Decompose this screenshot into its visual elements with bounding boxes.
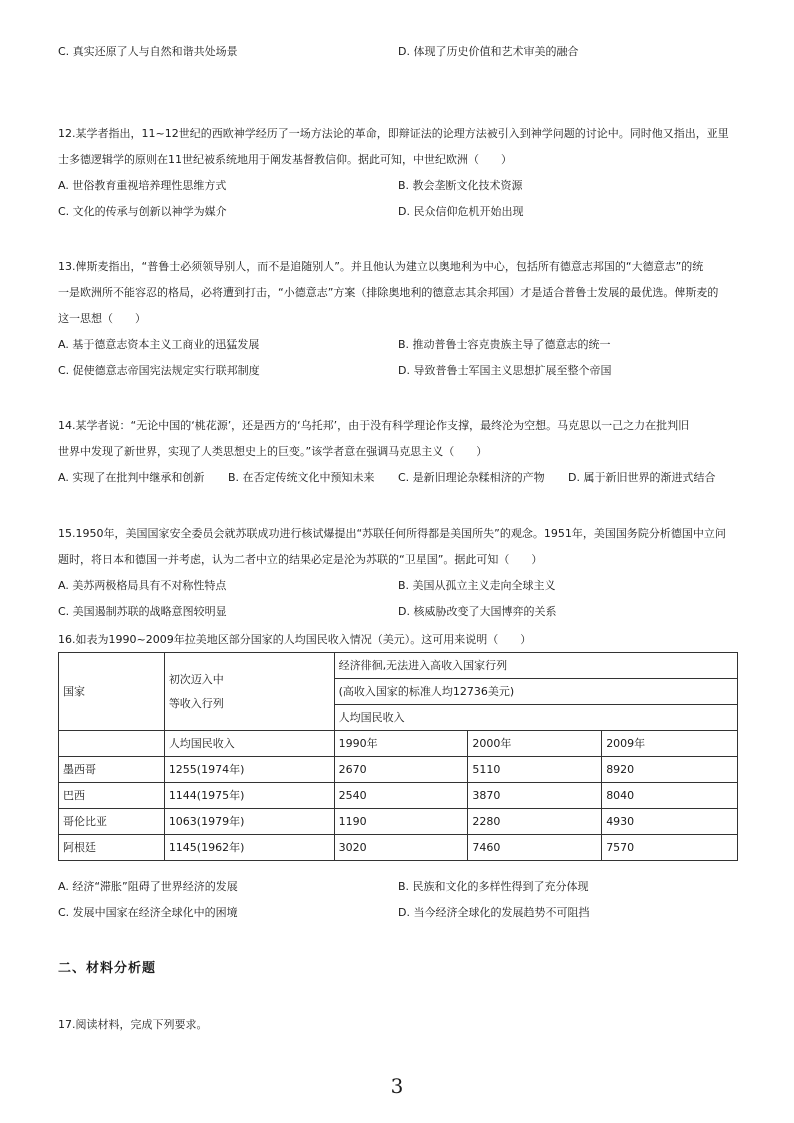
q12-option-b: B. 教会垄断文化技术资源 bbox=[398, 179, 523, 192]
table-row bbox=[59, 835, 738, 861]
q15-stem-line1: 15.1950年，美国国家安全委员会就苏联成功进行核试爆提出“苏联任何所得都是美国所失”的观念。1951年，美国国务院分析德国中立问 bbox=[58, 527, 726, 540]
header-gni-subheading: 人均国民收入 bbox=[334, 705, 737, 731]
header-first-gni: 人均国民收入 bbox=[164, 731, 334, 757]
cell-country: 墨西哥 bbox=[59, 757, 165, 783]
q13-option-c: C. 促使德意志帝国宪法规定实行联邦制度 bbox=[58, 364, 260, 377]
q15-option-b: B. 美国从孤立主义走向全球主义 bbox=[398, 579, 556, 592]
q12-option-a: A. 世俗教育重视培养理性思维方式 bbox=[58, 179, 227, 192]
q14-option-c: C. 是新旧理论杂糅相济的产物 bbox=[398, 471, 545, 484]
q13-option-a: A. 基于德意志资本主义工商业的迅猛发展 bbox=[58, 338, 260, 351]
q12-option-c: C. 文化的传承与创新以神学为媒介 bbox=[58, 205, 227, 218]
header-first-line1: 初次迈入中 bbox=[168, 672, 224, 686]
q14-option-a: A. 实现了在批判中继承和创新 bbox=[58, 471, 205, 484]
cell-country: 阿根廷 bbox=[59, 835, 165, 861]
q14-option-b: B. 在否定传统文化中预知未来 bbox=[228, 471, 375, 484]
cell-2009: 8040 bbox=[602, 783, 738, 809]
cell-2009: 8920 bbox=[602, 757, 738, 783]
header-first-mid-income bbox=[164, 653, 334, 731]
gni-table bbox=[58, 652, 738, 861]
q11-option-c: C. 真实还原了人与自然和谐共处场景 bbox=[58, 45, 238, 58]
table-row bbox=[59, 809, 738, 835]
table-row bbox=[59, 757, 738, 783]
q13-option-d: D. 导致普鲁士军国主义思想扩展至整个帝国 bbox=[398, 364, 612, 377]
q16-stem: 16.如表为1990~2009年拉美地区部分国家的人均国民收入情况（美元）。这可用来说明（ ） bbox=[58, 633, 532, 646]
q13-stem-line1: 13.俾斯麦指出，“普鲁士必须领导别人，而不是追随别人”。并且他认为建立以奥地利为中心，包括所有德意志邦国的“大德意志”的统 bbox=[58, 260, 704, 273]
header-year-2009: 2009年 bbox=[602, 731, 738, 757]
cell-first: 1145(1962年) bbox=[164, 835, 334, 861]
q17-stem: 17.阅读材料，完成下列要求。 bbox=[58, 1018, 208, 1031]
q14-stem-line1: 14.某学者说：“无论中国的‘桃花源’，还是西方的‘乌托邦’，由于没有科学理论作支撑，最终沦为空想。马克思以一己之力在批判旧 bbox=[58, 419, 690, 432]
q14-option-d: D. 属于新旧世界的渐进式结合 bbox=[568, 471, 716, 484]
cell-2000: 5110 bbox=[468, 757, 602, 783]
q14-stem-line2: 世界中发现了新世界，实现了人类思想史上的巨变。”该学者意在强调马克思主义（ ） bbox=[58, 445, 488, 458]
q15-option-a: A. 美苏两极格局具有不对称性特点 bbox=[58, 579, 227, 592]
cell-1990: 1190 bbox=[334, 809, 468, 835]
q13-option-b: B. 推动普鲁士容克贵族主导了德意志的统一 bbox=[398, 338, 611, 351]
header-stuck-line2: (高收入国家的标准人均12736美元) bbox=[334, 679, 737, 705]
q13-stem-line3: 这一思想（ ） bbox=[58, 312, 146, 325]
q12-stem-line2: 士多德逻辑学的原则在11世纪被系统地用于阐发基督教信仰。据此可知，中世纪欧洲（ ） bbox=[58, 153, 512, 166]
cell-2009: 7570 bbox=[602, 835, 738, 861]
header-year-2000: 2000年 bbox=[468, 731, 602, 757]
q15-option-d: D. 核威胁改变了大国博弈的关系 bbox=[398, 605, 557, 618]
cell-2000: 2280 bbox=[468, 809, 602, 835]
q12-option-d: D. 民众信仰危机开始出现 bbox=[398, 205, 524, 218]
q12-stem-line1: 12.某学者指出，11~12世纪的西欧神学经历了一场方法论的革命，即辩证法的论理方法被引入到神学问题的讨论中。同时他又指出，亚里 bbox=[58, 127, 729, 140]
table-row bbox=[59, 783, 738, 809]
cell-first: 1144(1975年) bbox=[164, 783, 334, 809]
header-empty bbox=[59, 731, 165, 757]
header-stuck-line1: 经济徘徊,无法进入高收入国家行列 bbox=[334, 653, 737, 679]
cell-2000: 7460 bbox=[468, 835, 602, 861]
cell-1990: 2540 bbox=[334, 783, 468, 809]
q16-option-d: D. 当今经济全球化的发展趋势不可阻挡 bbox=[398, 906, 590, 919]
cell-first: 1063(1979年) bbox=[164, 809, 334, 835]
q16-option-c: C. 发展中国家在经济全球化中的困境 bbox=[58, 906, 238, 919]
q11-option-d: D. 体现了历史价值和艺术审美的融合 bbox=[398, 45, 579, 58]
q16-option-b: B. 民族和文化的多样性得到了充分体现 bbox=[398, 880, 589, 893]
q15-stem-line2: 题时，将日本和德国一并考虑，认为二者中立的结果必定是沦为苏联的“卫星国”。据此可知（ ） bbox=[58, 553, 543, 566]
cell-1990: 2670 bbox=[334, 757, 468, 783]
cell-country: 哥伦比亚 bbox=[59, 809, 165, 835]
header-first-line2: 等收入行列 bbox=[168, 696, 224, 710]
page-number: 3 bbox=[390, 1074, 404, 1098]
cell-country: 巴西 bbox=[59, 783, 165, 809]
cell-first: 1255(1974年) bbox=[164, 757, 334, 783]
header-country: 国家 bbox=[59, 653, 165, 731]
q16-option-a: A. 经济“滞胀”阻碍了世界经济的发展 bbox=[58, 880, 238, 893]
cell-1990: 3020 bbox=[334, 835, 468, 861]
header-year-1990: 1990年 bbox=[334, 731, 468, 757]
q13-stem-line2: 一是欧洲所不能容忍的格局，必将遭到打击，“小德意志”方案（排除奥地利的德意志其余邦国）才是适合普鲁士发展的最优选。俾斯麦的 bbox=[58, 286, 719, 299]
cell-2000: 3870 bbox=[468, 783, 602, 809]
q15-option-c: C. 美国遏制苏联的战略意图较明显 bbox=[58, 605, 227, 618]
section-heading: 二、材料分析题 bbox=[58, 961, 157, 976]
cell-2009: 4930 bbox=[602, 809, 738, 835]
